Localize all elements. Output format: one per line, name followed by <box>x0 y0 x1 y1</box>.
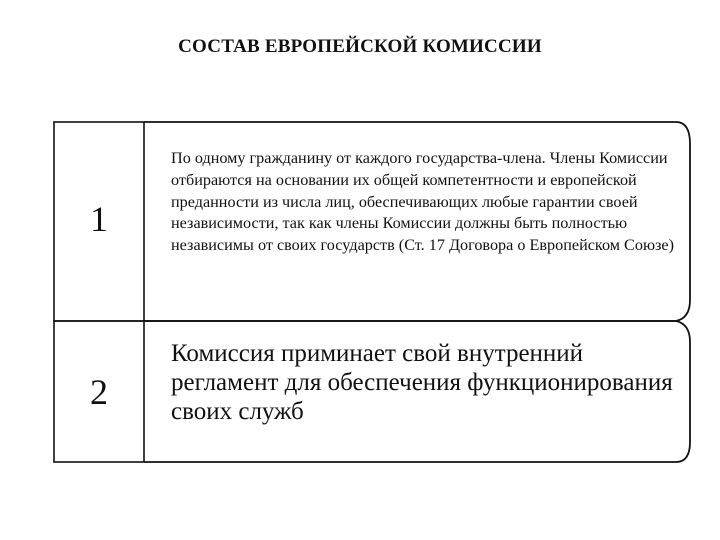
row-text-2: Комиссия приминает свой внутренний регламент для обеспечения функционирования своих служб <box>171 340 673 425</box>
row-number-1: 1 <box>90 199 108 239</box>
row-text-1: По одному гражданину от каждого государства-члена. Члены Комиссии отбираются на основании их общей компетентности и европейской преданности из числа лиц, обеспечивающих любые гарантии своей независимости, так как члены Комиссии должны быть полностью независимы от своих государств (Ст. 17 Договора о Европейском Союзе) <box>171 149 675 255</box>
diagram-title: СОСТАВ ЕВРОПЕЙСКОЙ КОМИССИИ <box>178 36 542 57</box>
row-number-2: 2 <box>90 372 108 412</box>
